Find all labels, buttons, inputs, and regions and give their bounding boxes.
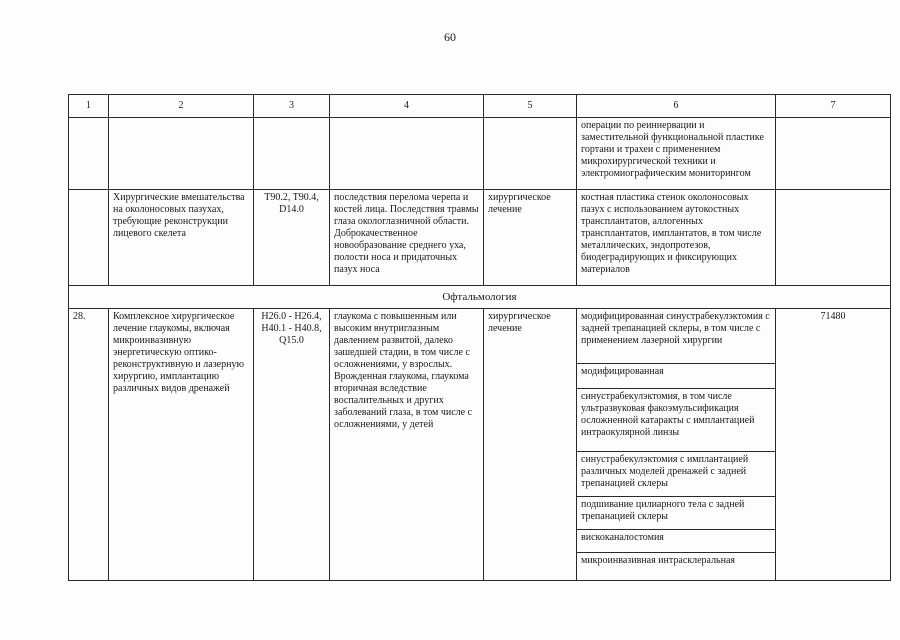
page-number: 60	[444, 30, 456, 44]
cell-num: 28.	[69, 309, 109, 581]
cell-method: костная пластика стенок околоносовых пазух с использованием аутокостных трансплантатов, аллогенных трансплантатов, имплантатов, в том числе металлических, эндопротезов, биодеградирующих и фиксирующих материалов	[577, 190, 776, 286]
col-header-7: 7	[776, 95, 891, 118]
cell-treatment: хирургическое лечение	[484, 309, 577, 581]
column-number-row	[69, 95, 891, 118]
cell-codes: T90.2, T90.4, D14.0	[254, 190, 330, 286]
cell-price	[776, 118, 891, 190]
cell-num	[69, 190, 109, 286]
cell-name	[109, 118, 254, 190]
section-row	[69, 286, 891, 309]
cell-num	[69, 118, 109, 190]
cell-codes	[254, 118, 330, 190]
cell-treatment	[484, 118, 577, 190]
cell-model: последствия перелома черепа и костей лица. Последствия травмы глаза окологлазничной области. Доброкачественное новообразование среднего уха, полости носа и придаточных пазух носа	[330, 190, 484, 286]
cell-codes: H26.0 - H26.4, H40.1 - H40.8, Q15.0	[254, 309, 330, 581]
cell-treatment: хирургическое лечение	[484, 190, 577, 286]
method-item: синустрабекулэктомия с имплантацией различных моделей дренажей с задней трепанацией склеры	[577, 452, 775, 497]
method-item: модифицированная	[577, 364, 775, 389]
cell-name: Хирургические вмешательства на околоносовых пазухах, требующие реконструкции лицевого скелета	[109, 190, 254, 286]
table-row	[69, 309, 891, 581]
method-item: модифицированная синустрабекулэктомия с задней трепанацией склеры, в том числе с применением лазерной хирургии	[577, 309, 775, 364]
cell-price: 71480	[776, 309, 891, 581]
cell-method: операции по реиннервации и заместительной функциональной пластике гортани и трахеи с применением микрохирургической техники и электромиографическим мониторингом	[577, 118, 776, 190]
method-item: вискоканалостомия	[577, 530, 775, 553]
section-title: Офтальмология	[69, 286, 891, 309]
col-header-2: 2	[109, 95, 254, 118]
method-item: микроинвазивная интрасклеральная	[581, 555, 736, 566]
col-header-3: 3	[254, 95, 330, 118]
col-header-5: 5	[484, 95, 577, 118]
methods-list	[577, 309, 775, 575]
col-header-6: 6	[577, 95, 776, 118]
cell-methods	[577, 309, 776, 581]
services-table	[68, 94, 891, 581]
table-row	[69, 118, 891, 190]
col-header-1: 1	[69, 95, 109, 118]
cell-name: Комплексное хирургическое лечение глаукомы, включая микроинвазивную энергетическую оптико-реконструктивную и лазерную хирургию, имплантацию различных видов дренажей	[109, 309, 254, 581]
col-header-4: 4	[330, 95, 484, 118]
cell-model: глаукома с повышенным или высоким внутриглазным давлением развитой, далеко зашедшей стадии, в том числе с осложнениями, у взрослых. Врожденная глаукома, глаукома вторичная вследствие воспалительных и других заболеваний глаза, в том числе с осложнениями, у детей	[330, 309, 484, 581]
cell-model	[330, 118, 484, 190]
method-item: синустрабекулэктомия, в том числе ультразвуковая факоэмульсификация осложненной катаракты с имплантацией интраокулярной линзы	[577, 389, 775, 452]
method-item: подшивание цилиарного тела с задней трепанацией склеры	[577, 497, 775, 530]
cell-price	[776, 190, 891, 286]
table-row	[69, 190, 891, 286]
